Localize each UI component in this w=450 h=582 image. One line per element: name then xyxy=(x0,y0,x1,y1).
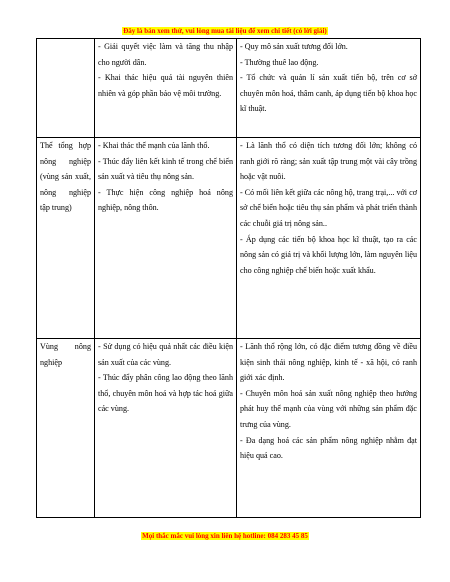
feature-item: - Là lãnh thổ có diện tích tương đối lớn; không có ranh giới rõ ràng; sản xuất tập trung một vài cây trồng hoặc vật nuôi. xyxy=(240,141,417,182)
role-item: - Khai thác thế mạnh của lãnh thổ. xyxy=(98,141,210,150)
feature-item: - Tổ chức và quản lí sản xuất tiến bộ, trên cơ sở chuyên môn hoá, thâm canh, áp dụng tiến bộ khoa học kĩ thuật. xyxy=(240,73,417,114)
table-row xyxy=(37,339,421,518)
role-item: - Sử dụng có hiệu quả nhất các điều kiện sản xuất của các vùng. xyxy=(98,342,233,367)
features-cell xyxy=(237,138,421,339)
preview-notice-banner xyxy=(0,27,450,35)
feature-item: - Đa dạng hoá các sản phẩm nông nghiệp nhằm đạt hiệu quả cao. xyxy=(240,435,417,461)
table-row xyxy=(37,39,421,138)
role-item: - Thực hiện công nghiệp hoá nông nghiệp, nông thôn. xyxy=(98,187,233,213)
feature-item: - Chuyên môn hoá sản xuất nông nghiệp theo hướng phát huy thế mạnh của vùng với những sản phẩm đặc trưng của vùng. xyxy=(240,388,417,429)
hotline-banner xyxy=(0,532,450,540)
preview-notice-text: Đây là bản xem thử, vui lòng mua tài liệu để xem chi tiết (có lời giải) xyxy=(123,27,327,35)
role-cell xyxy=(95,39,237,138)
table-row xyxy=(37,138,421,339)
role-item: - Thúc đẩy phân công lao động theo lãnh thổ, chuyên môn hoá và hợp tác hoá giữa các vùng. xyxy=(98,373,233,414)
role-item: - Giải quyết việc làm và tăng thu nhập cho người dân. xyxy=(98,42,233,67)
form-name-cell: Thể tổng hợp nông nghiệp (vùng sản xuất, nông nghiệp tập trung) xyxy=(37,138,95,339)
role-item: - Khai thác hiệu quả tài nguyên thiên nhiên và góp phần bảo vệ môi trường. xyxy=(98,73,233,98)
features-cell xyxy=(237,339,421,518)
form-name-cell: Vùng nông nghiệp xyxy=(37,339,95,518)
feature-item: - Quy mô sản xuất tương đối lớn. xyxy=(240,42,348,51)
features-cell xyxy=(237,39,421,138)
feature-item: - Có mối liên kết giữa các nông hộ, trang trại,... với cơ sở chế biến hoặc tiêu thụ sản phẩm và phát triển thành các chuỗi giá trị nông sản.. xyxy=(240,187,417,228)
feature-item: - Áp dụng các tiến bộ khoa học kĩ thuật, tạo ra các nông sản có giá trị và khối lượng lớn, làm nguyên liệu cho công nghiệp chế biến hoặc xuất khẩu. xyxy=(240,234,417,275)
hotline-text: Mọi thắc mắc vui lòng xin liên hệ hotline: 084 283 45 85 xyxy=(142,532,308,540)
feature-item: - Thường thuê lao động. xyxy=(240,57,319,67)
role-item: - Thúc đẩy liên kết kinh tế trong chế biến sản xuất và tiêu thụ nông sản. xyxy=(98,156,233,182)
feature-item: - Lãnh thổ rộng lớn, có đặc điểm tương đồng về điều kiện sinh thái nông nghiệp, kinh tế - xã hội, có ranh giới xác định. xyxy=(240,342,417,383)
form-name-cell xyxy=(37,39,95,138)
agriculture-organization-table xyxy=(36,38,421,518)
role-cell xyxy=(95,339,237,518)
role-cell xyxy=(95,138,237,339)
